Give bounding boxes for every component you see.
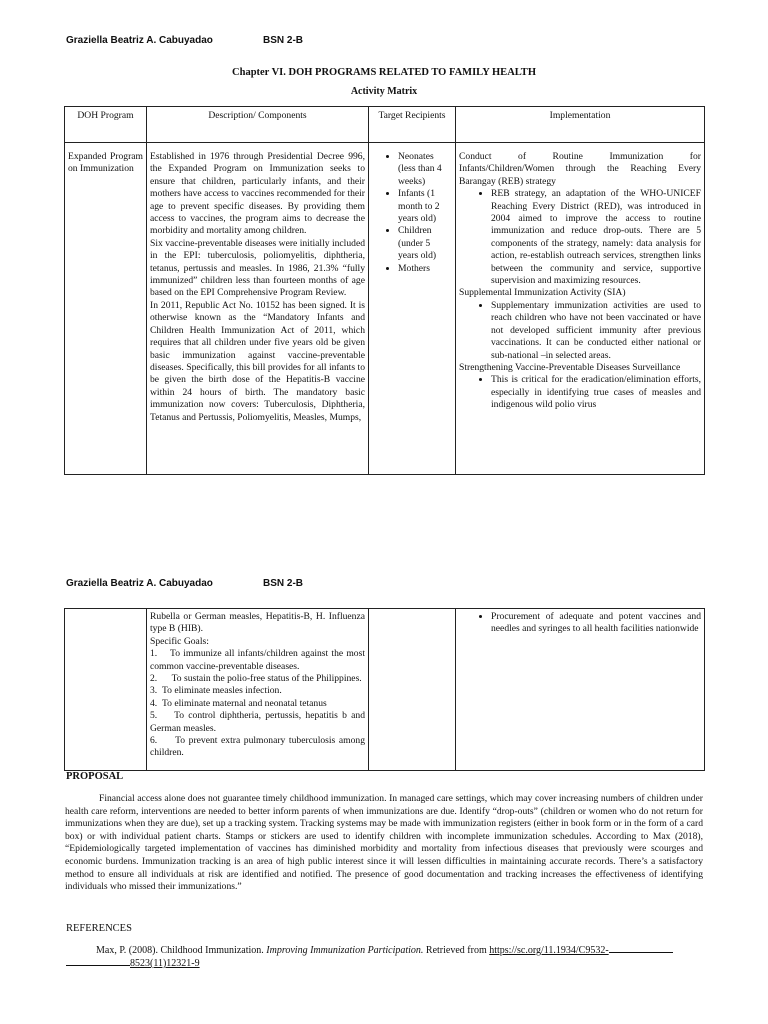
list-item: • Procurement of adequate and potent vaccines and needles and syringes to all health facilities nationwide [491,611,701,636]
list-item: • Children (under 5 years old) [398,225,452,262]
reference-entry [66,944,706,970]
specific-goals-label: Specific Goals: [150,635,209,647]
list-item: • Mothers [398,263,452,275]
proposal-paragraph: Financial access alone does not guarantee timely childhood immunization. In managed care settings, which may cover increasing numbers of children under health care reform, interventions are needed to better inform parents of when immunizations are due. Identify “drop-outs” (children or women who do not return for immunizations when they are due), set up a tracking system. Tracking systems may be made with immunization registers (either in book form or in the form of a card box) or with individual patient charts. Stamps or stickers are used to identify children with incomplete immunization schedules. According to Max (2018), “Epidemiologically targeted implementation of vaccines has diminished morbidity and mortality from infectious diseases that previously were scourges and economic burdens. Immunization tracking is an area of high public interest since it will lessen difficulties in maintaining accurate records. There’s a satisfactory method to ensure all individuals at risk are identified and notified. The presence of good documentation and tracking increases the effectiveness of identifying individuals who missed their immunizations.” [65,793,703,893]
table-row [65,609,705,771]
column-header: DOH Program [65,107,147,143]
program-cell [65,609,147,771]
implementation-cell [456,609,705,771]
description-paragraph: In 2011, Republic Act No. 10152 has been signed. It is otherwise known as the “Mandatory Infants and Children Health Immunization Act of 2011, which requires that all children under five years old be given basic immunization against vaccine-preventable diseases. Specifically, this bill provides for all infants to be given the birth dose of the Hepatitis-B vaccine within 24 hours of birth. The mandatory basic immunization now covers: Tuberculosis, Diphtheria, Tetanus and Pertussis, Poliomyelitis, Measles, Mumps, [150,299,365,423]
activity-matrix-table-continued [64,608,705,771]
goal-item: 5. To control diphtheria, pertussis, hepatitis b and German measles. [150,710,365,734]
target-recipients-cell [369,143,456,475]
description-cell [147,143,369,475]
program-cell [65,143,147,475]
list-item: • This is critical for the eradication/elimination efforts, especially in identifying true cases of measles and indigenous wild polio virus [491,374,701,411]
implementation-list [459,188,701,287]
document-title: Chapter VI. DOH PROGRAMS RELATED TO FAMILY HEALTH [232,67,536,78]
author-name: Graziella Beatriz A. Cabuyadao [66,35,213,46]
column-header: Target Recipients [369,107,456,143]
references-heading: REFERENCES [66,923,132,934]
citation-text: Max, P. (2008). Childhood Immunization. [96,945,267,956]
activity-matrix-table [64,106,705,475]
target-recipients-cell [369,609,456,771]
goal-item: 2. To sustain the polio-free status of the Philippines. [150,673,362,685]
proposal-heading: PROPOSAL [66,771,124,782]
list-item: • Neonates (less than 4 weeks) [398,151,452,188]
implementation-heading: Strengthening Vaccine-Preventable Diseases Surveillance [459,361,681,373]
list-item: • REB strategy, an adaptation of the WHO-UNICEF Reaching Every District (RED), was introduced in 2004 aimed to improve the access to routine immunization and reduce drop-outs. There are 5 components of the strategy, namely: data analysis for action, re-establish outreach services, strengthen links between the community and service, supportive supervision and maximizing resources. [491,188,701,287]
underline-rule [609,951,673,953]
description-paragraph: Established in 1976 through Presidential Decree 996, the Expanded Program on Immunization seeks to ensure that children, particularly infants, and their mothers have access to vaccines recommended for their age to prevent specific diseases. By providing them access to vaccines, the program aims to decrease the morbidity and mortality among children. [150,151,365,237]
reference-link[interactable]: https://sc.org/11.1934/C9532- [489,945,609,956]
goal-item: 6. To prevent extra pulmonary tuberculosis among children. [150,735,365,759]
target-list [372,151,452,275]
document-subtitle: Activity Matrix [350,86,418,97]
table-row [65,143,705,475]
description-paragraph: Six vaccine-preventable diseases were initially included in the EPI: tuberculosis, poliomyelitis, diphtheria, tetanus, pertussis and measles. In 1986, 21.3% “fully immunized” children less than fourteen months of age based on the EPI Comprehensive Program Review. [150,237,365,299]
author-name: Graziella Beatriz A. Cabuyadao [66,578,213,589]
implementation-list [459,374,701,411]
implementation-cell [456,143,705,475]
goal-item: 1. To immunize all infants/children against the most common vaccine-preventable diseases. [150,648,365,672]
page-header [66,578,304,589]
goal-item: 4. To eliminate maternal and neonatal tetanus [150,697,327,709]
goal-item: 3. To eliminate measles infection. [150,685,282,697]
description-paragraph: Rubella or German measles, Hepatitis-B, H. Influenza type B (HIB). [150,611,365,635]
page-header [66,35,304,46]
table-header-row [65,107,705,143]
implementation-list [459,611,701,636]
citation-title: Improving Immunization Participation. [266,945,424,956]
column-header: Description/ Components [147,107,369,143]
course-label: BSN 2-B [263,578,304,589]
reference-link-continued[interactable]: 8523(11)12321-9 [130,958,200,969]
implementation-heading: Supplemental Immunization Activity (SIA) [459,287,626,299]
underline-rule [66,964,130,966]
list-item: • Supplementary immunization activities are used to reach children who have not been vaccinated or have not developed sufficient immunity after previous vaccinations. It can be conducted either national or sub-national –in selected areas. [491,300,701,362]
program-name: Expanded Program on Immunization [68,151,143,175]
implementation-heading: Conduct of Routine Immunization for Infants/Children/Women through the Reaching Every Barangay (REB) strategy [459,151,701,187]
list-item: • Infants (1 month to 2 years old) [398,188,452,225]
citation-retrieved: Retrieved from [423,945,490,956]
course-label: BSN 2-B [263,35,304,46]
column-header: Implementation [456,107,705,143]
description-cell [147,609,369,771]
implementation-list [459,300,701,362]
